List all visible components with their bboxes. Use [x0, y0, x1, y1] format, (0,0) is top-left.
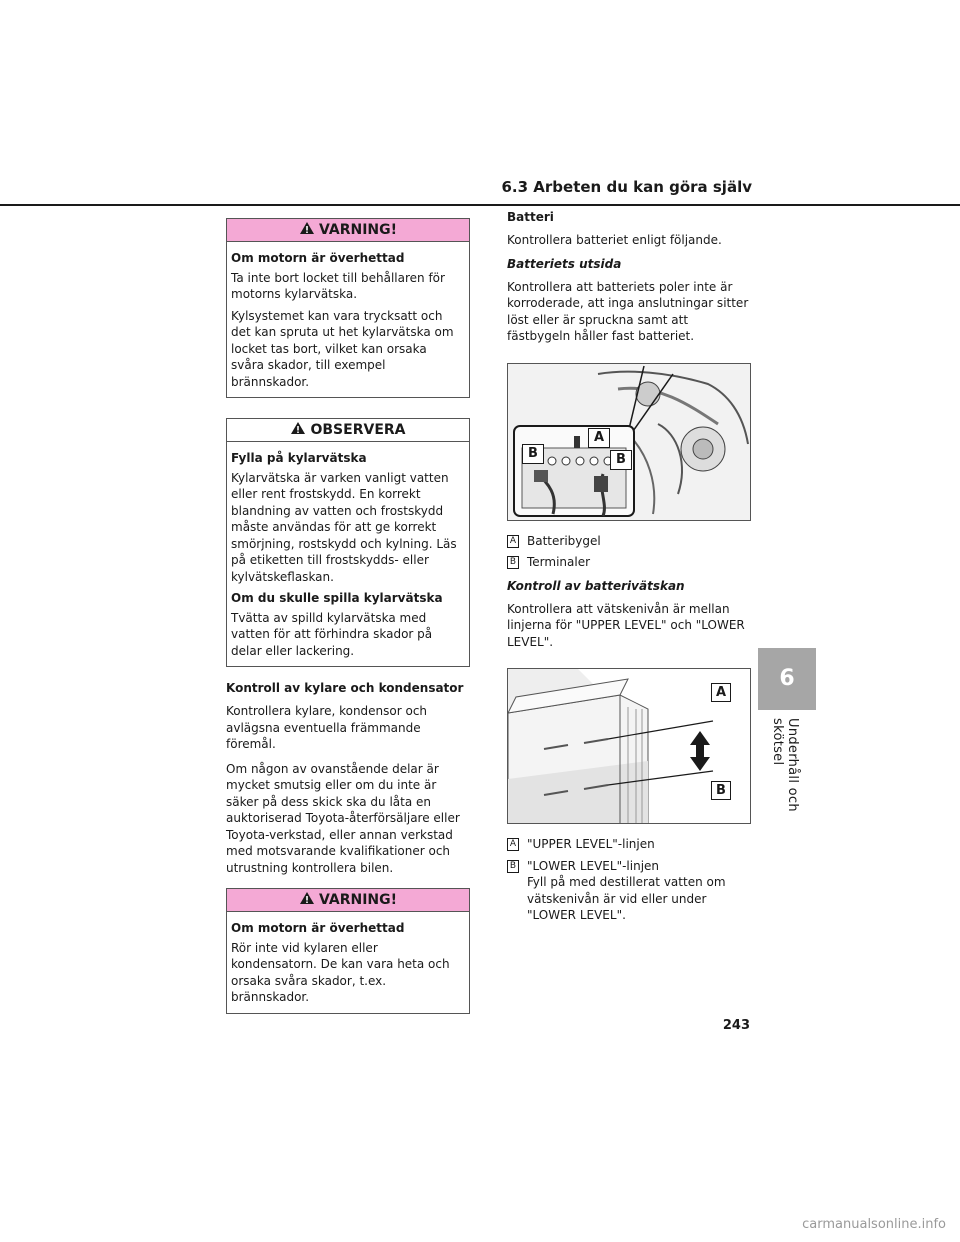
fluid-check-text: Kontrollera att vätskenivån är mellan linjerna för "UPPER LEVEL" och "LOWER LEVEL". [507, 601, 745, 649]
warning-heading: Om motorn är överhettad [231, 921, 405, 935]
chapter-label: Underhåll och skötsel [770, 718, 800, 812]
battery-legend [507, 533, 751, 571]
chapter-tab: 6 [758, 648, 816, 710]
warning-title: VARNING! [318, 222, 398, 238]
engine-bay-illustration [508, 364, 750, 520]
warning-triangle-icon [299, 891, 315, 909]
legend-item [507, 533, 751, 550]
legend-text: "UPPER LEVEL"-linjen [527, 837, 655, 851]
section-title: 6.3 Arbeten du kan göra själv [501, 178, 752, 196]
radiator-text-1: Kontrollera kylare, kondensor och avlägsna eventuella främmande föremål. [226, 704, 428, 751]
battery-figure [507, 363, 751, 521]
fluid-level-figure [507, 668, 751, 824]
notice-title: OBSERVERA [310, 422, 406, 438]
warning-heading: Om motorn är överhettad [231, 251, 405, 265]
warning-triangle-icon [299, 221, 315, 239]
legend-key: B [507, 556, 519, 569]
fluid-level-legend [507, 836, 751, 924]
radiator-section [226, 681, 470, 876]
figure-label-b-right: B [610, 450, 632, 470]
notice-box [226, 418, 470, 667]
legend-note: Fyll på med destillerat vatten om vätskenivån är vid eller under "LOWER LEVEL". [527, 875, 726, 922]
legend-key: A [507, 535, 519, 548]
notice-text-2: Tvätta av spilld kylarvätska med vatten för att förhindra skador på delar eller lackering. [231, 610, 433, 658]
notice-heading-2: Om du skulle spilla kylarvätska [231, 591, 443, 605]
warning-title: VARNING! [318, 892, 398, 908]
page-number: 243 [722, 1018, 750, 1033]
battery-intro: Kontrollera batteriet enligt följande. [507, 233, 722, 247]
warning-box-radiator [226, 888, 470, 1014]
notice-heading-1: Fylla på kylarvätska [231, 451, 367, 465]
notice-header [227, 419, 469, 442]
legend-text: "LOWER LEVEL"-linjen [527, 858, 660, 873]
legend-key: B [507, 860, 519, 873]
warning-text-1: Rör inte vid kylaren eller kondensatorn. De kan vara heta och orsaka svåra skador, t.ex. brännskador. [231, 940, 450, 1004]
header-divider [0, 204, 960, 206]
figure-label-b: B [711, 781, 731, 800]
watermark: carmanualsonline.info [802, 1217, 946, 1232]
fluid-check-heading: Kontroll av batterivätskan [507, 578, 685, 593]
battery-heading: Batteri [507, 210, 554, 224]
figure-label-a: A [711, 683, 731, 702]
battery-exterior-text: Kontrollera att batteriets poler inte är korroderade, att inga anslutningar sitter löst eller är spruckna samt att fästbygeln håller fast batteriet. [507, 279, 749, 343]
legend-item [507, 554, 751, 571]
notice-text-1: Kylarvätska är varken vanligt vatten eller rent frostskydd. En korrekt blandning av vatten och frostskydd måste användas för att ge korrekt smörjning, rostskydd och kylning. Läs på etiketten till frostskydds- eller kylvätskeflaskan. [231, 470, 457, 584]
caution-triangle-icon [290, 421, 306, 439]
left-column [226, 218, 470, 1014]
warning-text-2: Kylsystemet kan vara trycksatt och det kan spruta ut het kylarvätska om locket tas bort, vilket kan orsaka svåra skador, till exempel brännskador. [231, 308, 454, 389]
figure-label-a: A [588, 428, 610, 448]
radiator-heading: Kontroll av kylare och kondensator [226, 681, 464, 695]
warning-text-1: Ta inte bort locket till behållaren för motorns kylarvätska. [231, 270, 445, 301]
legend-text-block [527, 858, 751, 924]
right-column [507, 210, 751, 929]
legend-item [507, 836, 751, 853]
radiator-text-2: Om någon av ovanstående delar är mycket smutsig eller om du inte är säker på dess skick ska du låta en auktoriserad Toyota-återförsäljare eller Toyota-verkstad, eller annan verkstad med motsvarande kvalifikationer och utrustning kontrollera bilen. [226, 761, 460, 875]
warning-box-overheat [226, 218, 470, 398]
figure-label-b-left: B [522, 444, 544, 464]
legend-text: Terminaler [527, 555, 591, 569]
legend-key: A [507, 838, 519, 851]
legend-text: Batteribygel [527, 533, 601, 548]
battery-exterior-heading: Batteriets utsida [507, 256, 622, 271]
warning-header [227, 219, 469, 242]
warning-header [227, 889, 469, 912]
legend-item [507, 858, 751, 924]
